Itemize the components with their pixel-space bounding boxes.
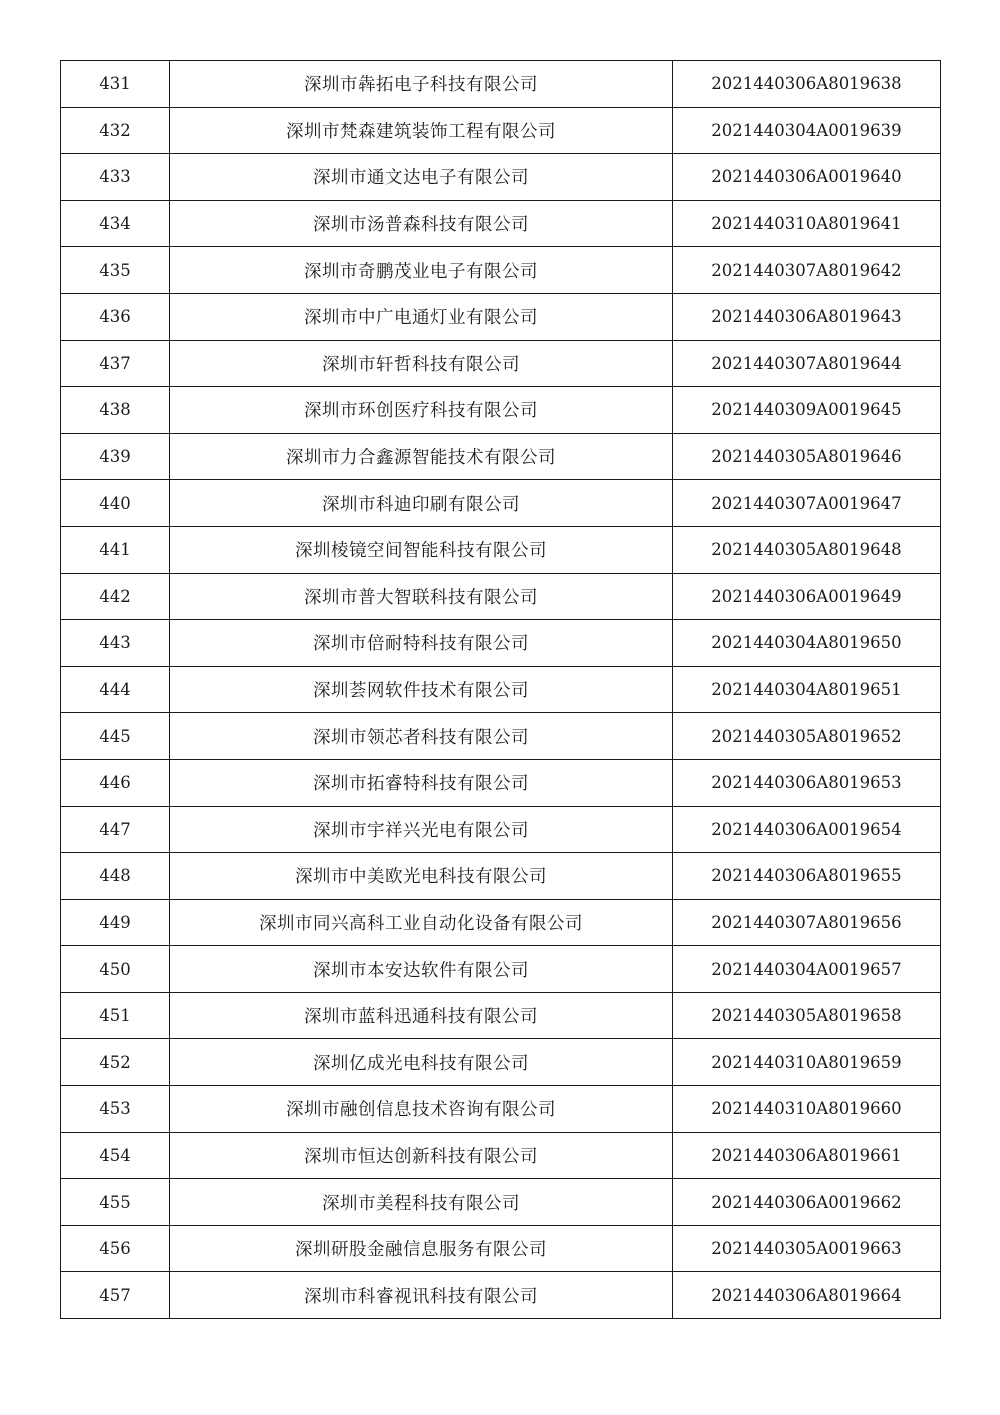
company-name-cell: 深圳市科睿视讯科技有限公司 xyxy=(170,1272,673,1319)
row-index-cell: 451 xyxy=(61,992,170,1039)
table-row xyxy=(61,480,941,527)
registration-code-cell: 2021440307A8019642 xyxy=(673,247,941,294)
registration-code-cell: 2021440305A8019652 xyxy=(673,713,941,760)
company-name-cell: 深圳市美程科技有限公司 xyxy=(170,1179,673,1226)
row-index-cell: 456 xyxy=(61,1225,170,1272)
table-row xyxy=(61,853,941,900)
registration-code-cell: 2021440306A0019649 xyxy=(673,573,941,620)
registration-code-cell: 2021440306A0019640 xyxy=(673,154,941,201)
table-row xyxy=(61,154,941,201)
row-index-cell: 435 xyxy=(61,247,170,294)
company-name-cell: 深圳市通文达电子有限公司 xyxy=(170,154,673,201)
registration-code-cell: 2021440306A8019638 xyxy=(673,61,941,108)
table-row xyxy=(61,713,941,760)
row-index-cell: 448 xyxy=(61,853,170,900)
table-row xyxy=(61,293,941,340)
company-name-cell: 深圳亿成光电科技有限公司 xyxy=(170,1039,673,1086)
company-name-cell: 深圳市同兴高科工业自动化设备有限公司 xyxy=(170,899,673,946)
company-name-cell: 深圳市轩哲科技有限公司 xyxy=(170,340,673,387)
company-name-cell: 深圳市本安达软件有限公司 xyxy=(170,946,673,993)
company-name-cell: 深圳市中美欧光电科技有限公司 xyxy=(170,853,673,900)
table-row xyxy=(61,340,941,387)
company-name-cell: 深圳市梵森建筑装饰工程有限公司 xyxy=(170,107,673,154)
registration-code-cell: 2021440306A0019662 xyxy=(673,1179,941,1226)
row-index-cell: 442 xyxy=(61,573,170,620)
table-row xyxy=(61,61,941,108)
registration-code-cell: 2021440307A8019644 xyxy=(673,340,941,387)
company-name-cell: 深圳市普大智联科技有限公司 xyxy=(170,573,673,620)
table-row xyxy=(61,946,941,993)
row-index-cell: 446 xyxy=(61,759,170,806)
registration-code-cell: 2021440304A0019639 xyxy=(673,107,941,154)
table-row xyxy=(61,1272,941,1319)
row-index-cell: 455 xyxy=(61,1179,170,1226)
row-index-cell: 438 xyxy=(61,387,170,434)
company-name-cell: 深圳市领芯者科技有限公司 xyxy=(170,713,673,760)
company-name-cell: 深圳市中广电通灯业有限公司 xyxy=(170,293,673,340)
row-index-cell: 443 xyxy=(61,620,170,667)
table-row xyxy=(61,759,941,806)
registration-code-cell: 2021440306A8019643 xyxy=(673,293,941,340)
row-index-cell: 440 xyxy=(61,480,170,527)
row-index-cell: 449 xyxy=(61,899,170,946)
registration-code-cell: 2021440306A8019655 xyxy=(673,853,941,900)
company-name-cell: 深圳市蓝科迅通科技有限公司 xyxy=(170,992,673,1039)
row-index-cell: 436 xyxy=(61,293,170,340)
company-name-cell: 深圳市科迪印刷有限公司 xyxy=(170,480,673,527)
table-row xyxy=(61,247,941,294)
table-row xyxy=(61,992,941,1039)
registration-code-cell: 2021440307A0019647 xyxy=(673,480,941,527)
company-name-cell: 深圳市奇鹏茂业电子有限公司 xyxy=(170,247,673,294)
registration-code-cell: 2021440306A8019661 xyxy=(673,1132,941,1179)
company-name-cell: 深圳棱镜空间智能科技有限公司 xyxy=(170,526,673,573)
row-index-cell: 453 xyxy=(61,1086,170,1133)
company-name-cell: 深圳市倍耐特科技有限公司 xyxy=(170,620,673,667)
registration-code-cell: 2021440304A8019650 xyxy=(673,620,941,667)
company-name-cell: 深圳市恒达创新科技有限公司 xyxy=(170,1132,673,1179)
registration-code-cell: 2021440310A8019641 xyxy=(673,200,941,247)
table-row xyxy=(61,899,941,946)
registration-code-cell: 2021440304A8019651 xyxy=(673,666,941,713)
registration-code-cell: 2021440305A8019658 xyxy=(673,992,941,1039)
row-index-cell: 445 xyxy=(61,713,170,760)
company-name-cell: 深圳市宇祥兴光电有限公司 xyxy=(170,806,673,853)
row-index-cell: 452 xyxy=(61,1039,170,1086)
row-index-cell: 437 xyxy=(61,340,170,387)
row-index-cell: 433 xyxy=(61,154,170,201)
registration-code-cell: 2021440306A8019664 xyxy=(673,1272,941,1319)
table-row xyxy=(61,1179,941,1226)
table-row xyxy=(61,526,941,573)
registration-code-cell: 2021440304A0019657 xyxy=(673,946,941,993)
row-index-cell: 432 xyxy=(61,107,170,154)
table-row xyxy=(61,387,941,434)
table-row xyxy=(61,1132,941,1179)
registration-code-cell: 2021440305A8019648 xyxy=(673,526,941,573)
row-index-cell: 431 xyxy=(61,61,170,108)
registration-code-cell: 2021440305A8019646 xyxy=(673,433,941,480)
row-index-cell: 447 xyxy=(61,806,170,853)
company-list-table xyxy=(60,60,941,1319)
registration-code-cell: 2021440306A0019654 xyxy=(673,806,941,853)
table-row xyxy=(61,433,941,480)
table-row xyxy=(61,1225,941,1272)
registration-code-cell: 2021440310A8019660 xyxy=(673,1086,941,1133)
registration-code-cell: 2021440306A8019653 xyxy=(673,759,941,806)
company-name-cell: 深圳市力合鑫源智能技术有限公司 xyxy=(170,433,673,480)
company-name-cell: 深圳市拓睿特科技有限公司 xyxy=(170,759,673,806)
table-row xyxy=(61,806,941,853)
company-name-cell: 深圳市环创医疗科技有限公司 xyxy=(170,387,673,434)
registration-code-cell: 2021440310A8019659 xyxy=(673,1039,941,1086)
table-row xyxy=(61,620,941,667)
row-index-cell: 450 xyxy=(61,946,170,993)
registration-code-cell: 2021440307A8019656 xyxy=(673,899,941,946)
row-index-cell: 454 xyxy=(61,1132,170,1179)
company-name-cell: 深圳荟网软件技术有限公司 xyxy=(170,666,673,713)
table-row xyxy=(61,107,941,154)
company-name-cell: 深圳研股金融信息服务有限公司 xyxy=(170,1225,673,1272)
row-index-cell: 444 xyxy=(61,666,170,713)
row-index-cell: 457 xyxy=(61,1272,170,1319)
table-row xyxy=(61,573,941,620)
table-body xyxy=(61,61,941,1319)
company-name-cell: 深圳市犇拓电子科技有限公司 xyxy=(170,61,673,108)
table-row xyxy=(61,200,941,247)
registration-code-cell: 2021440305A0019663 xyxy=(673,1225,941,1272)
row-index-cell: 434 xyxy=(61,200,170,247)
registration-code-cell: 2021440309A0019645 xyxy=(673,387,941,434)
row-index-cell: 439 xyxy=(61,433,170,480)
company-name-cell: 深圳市汤普森科技有限公司 xyxy=(170,200,673,247)
table-row xyxy=(61,666,941,713)
table-row xyxy=(61,1086,941,1133)
row-index-cell: 441 xyxy=(61,526,170,573)
table-row xyxy=(61,1039,941,1086)
company-name-cell: 深圳市融创信息技术咨询有限公司 xyxy=(170,1086,673,1133)
